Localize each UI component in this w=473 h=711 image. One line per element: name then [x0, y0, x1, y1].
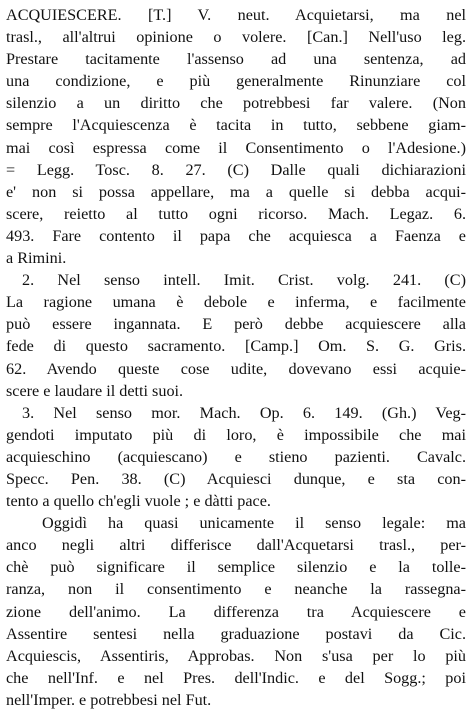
entry-line-32: nell'Imper. e potrebbesi nel Fut. [6, 690, 212, 709]
entry-line-4: una condizione, e più generalmente Rinunziare col [6, 72, 466, 91]
entry-line-7: mai così espressa come il Consentimento o l'Adesione.) [6, 138, 466, 157]
entry-line-1: ACQUIESCERE. [T.] V. neut. Acquietarsi, ma nel [6, 6, 466, 24]
entry-line-30: Acquiescis, Assentiris, Approbas. Non s'usa per lo più [6, 646, 466, 665]
entry-line-6: sempre l'Acquiescenza è tacita in tutto, sebbene giam- [6, 116, 466, 135]
entry-line-20: gendoti imputato più di loro, è impossibile che mai [6, 425, 466, 444]
entry-line-5: silenzio a un diritto che potrebbesi far valere. (Non [6, 94, 466, 113]
entry-line-22: Specc. Pen. 38. (C) Acquiesci dunque, e sta con- [6, 469, 466, 488]
entry-line-25: anco negli altri differisce dall'Acquetarsi trasl., per- [6, 536, 466, 555]
entry-line-28: zione dell'animo. La differenza tra Acquiescere e [6, 602, 466, 621]
entry-line-29: Assentire sentesi nella graduazione postavi da Cic. [6, 624, 466, 643]
entry-line-26: chè può significare il semplice silenzio e la tolle- [6, 558, 466, 577]
entry-line-13: 2. Nel senso intell. Imit. Crist. volg. 241. (C) [22, 271, 466, 290]
entry-line-2: trasl., all'altrui opinione o volere. [Can.] Nell'uso leg. [6, 28, 466, 47]
entry-line-31: che nell'Inf. e nel Pres. dell'Indic. e del Sogg.; poi [6, 668, 466, 687]
entry-line-24: Oggidì ha quasi unicamente il senso legale: ma [42, 514, 466, 533]
entry-line-10: scere, reietto al tutto ogni ricorso. Mach. Legaz. 6. [6, 204, 466, 223]
dictionary-entry [6, 4, 466, 711]
entry-line-18: scere e laudare il detti suoi. [6, 381, 184, 400]
entry-line-27: ranza, non il consentimento e neanche la rassegna- [6, 580, 466, 599]
entry-line-8: = Legg. Tosc. 8. 27. (C) Dalle quali dichiarazioni [6, 160, 466, 179]
entry-line-12: a Rimini. [6, 249, 67, 268]
entry-line-11: 493. Fare contento il papa che acquiesca a Faenza e [6, 226, 466, 245]
entry-line-16: fede di questo sacramento. [Camp.] Om. S. G. Gris. [6, 337, 466, 356]
entry-line-15: può essere ingannata. E però debbe acquiescere alla [6, 315, 466, 334]
entry-line-3: Prestare tacitamente l'assenso ad una sentenza, ad [6, 50, 466, 69]
entry-line-21: acquieschino (acquiescano) e stieno pazienti. Cavalc. [6, 447, 466, 466]
entry-line-14: La ragione umana è debole e inferma, e facilmente [6, 293, 466, 312]
entry-line-19: 3. Nel senso mor. Mach. Op. 6. 149. (Gh.) Veg- [22, 403, 466, 422]
entry-line-9: e' non si possa appellare, ma a quelle si debba acqui- [6, 182, 466, 201]
entry-line-23: tento a quello ch'egli vuole ; e dàtti pace. [6, 492, 271, 511]
entry-line-17: 62. Avendo queste cose udite, dovevano essi acquie- [6, 359, 466, 378]
